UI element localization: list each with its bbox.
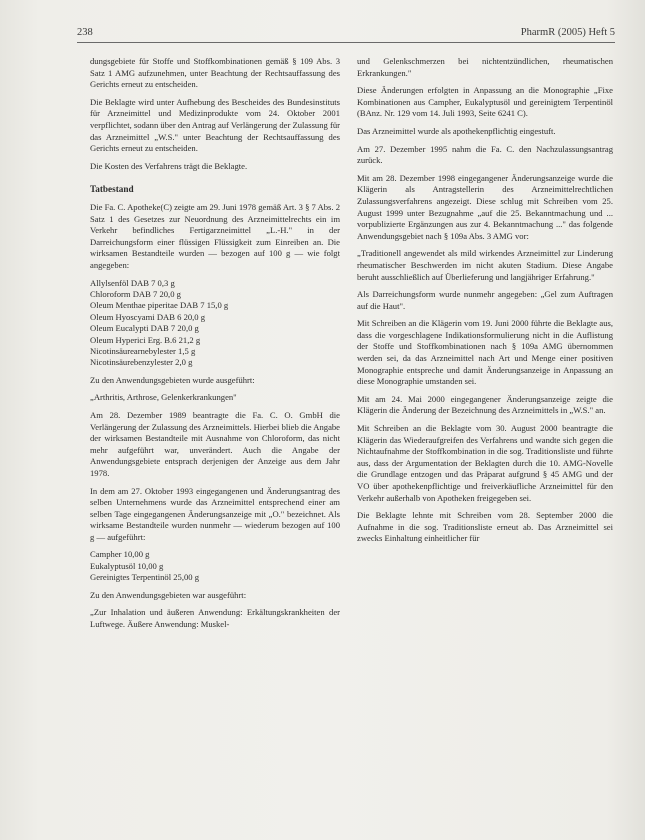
list-item: Gereinigtes Terpentinöl 25,00 g [90, 572, 200, 583]
list-item: Nicotinsäurebenzylester 2,0 g [90, 357, 193, 368]
paragraph: Am 28. Dezember 1989 beantragte die Fa. C. O. GmbH die Verlängerung der Zulassung des Arzneimittels. Hierbei blieb die Angabe der wirksamen Bestandteile mit Ausnahme von Chloroform, das nicht mehr aufgeführt war, unverändert. Auch die Angabe der Anwendungsgebiete entsprach derjenigen der Anzeige aus dem Jahr 1978. [90, 409, 340, 478]
paragraph: In dem am 27. Oktober 1993 eingegangenen und Änderungsantrag des selben Unternehmens wurde das Arzneimittel entsprechend einer am selben Tage eingegangenen Änderungsanzeige mit „O." bezeichnet. Als wirksame Bestandteile wurden nunmehr — wiederum bezogen auf 100 g — aufgeführt: [90, 485, 340, 542]
list-item: Allylsenföl DAB 7 0,3 g [90, 277, 175, 288]
paragraph: und Gelenkschmerzen bei nichtentzündlichen, rheumatischen Erkrankungen." [357, 56, 613, 78]
paragraph: Zu den Anwendungsgebieten wurde ausgeführt: [90, 374, 255, 385]
paragraph: Zu den Anwendungsgebieten war ausgeführt: [90, 589, 247, 600]
list-item: Oleum Hyoscyami DAB 6 20,0 g [90, 311, 206, 322]
list-item: Nicotinsäurearnebylester 1,5 g [90, 345, 196, 356]
list-item: Oleum Menthae piperitae DAB 7 15,0 g [90, 300, 229, 311]
paragraph: „Zur Inhalation und äußeren Anwendung: Erkältungskrankheiten der Luftwege. Äußere Anwendung: Muskel- [90, 607, 340, 629]
ingredient-list [90, 278, 340, 369]
list-item: Eukalyptusöl 10,00 g [90, 560, 164, 571]
journal-reference: PharmR (2005) Heft 5 [520, 27, 615, 38]
paragraph: Die Beklagte wird unter Aufhebung des Bescheides des Bundesinstituts für Arzneimittel und Medizinprodukte vom 24. Oktober 2001 verpflichtet, sodann über den Antrag auf Verlängerung der Zulassung für das Arzneimittel „W.S." unter Beachtung der Rechtsauffassung des Gerichts erneut zu entscheiden. [90, 96, 340, 154]
list-item: Chloroform DAB 7 20,0 g [90, 288, 181, 299]
right-column [357, 56, 613, 551]
paragraph: dungsgebiete für Stoffe und Stoffkombinationen gemäß § 109 Abs. 3 Satz 1 AMG aufzunehmen, unter Beachtung der Rechtsauffassung des Gerichts erneut zu entscheiden. [90, 56, 340, 90]
left-column [90, 56, 340, 636]
paragraph: Am 27. Dezember 1995 nahm die Fa. C. den Nachzulassungsantrag zurück. [357, 143, 613, 166]
paragraph: Mit Schreiben an die Klägerin vom 19. Juni 2000 führte die Beklagte aus, dass die vorgeschlagene Indikationsformulierung nicht in die Auflistung der Stoffe und Stoffkombinationen nach § 109a AMG übernommen werden sei, da das Arzneimittel nach Art und Menge einer positiven Monographie entspreche und damit Änderungsanzeige in Anpassung an diese Monographie umstanden sei. [357, 318, 613, 387]
paragraph: Mit am 24. Mai 2000 eingegangener Änderungsanzeige zeigte die Klägerin die Änderung der Bezeichnung des Arzneimittels in „W.S." an. [357, 393, 613, 416]
list-item: Campher 10,00 g [90, 549, 150, 560]
paragraph: Als Darreichungsform wurde nunmehr angegeben: „Gel zum Auftragen auf die Haut". [357, 289, 613, 311]
paragraph: „Arthritis, Arthrose, Gelenkerkrankungen" [90, 392, 237, 403]
list-item: Oleum Eucalypti DAB 7 20,0 g [90, 323, 199, 334]
paragraph: Die Kosten des Verfahrens trägt die Beklagte. [90, 160, 248, 171]
paragraph: Mit am 28. Dezember 1998 eingegangener Änderungsanzeige wurde die Klägerin als Antragstellerin des Arzneimittelrechtlichen Zulassungsverfahrens angezeigt. Diese schlug mit Schreiben vom 25. August 1999 unter Bezugnahme „auf die 25. Bekanntmachung und ... vorpublizierte Ergänzungen aus zur 4. Bekanntmachung ..." das folgende Anwendungsgebiet nach § 109a Abs. 3 AMG vor: [357, 172, 613, 241]
page-header [77, 18, 615, 38]
paragraph: Mit Schreiben an die Beklagte vom 30. August 2000 beantragte die Klägerin das Wiederaufgreifen des Verfahrens und wandte sich gegen die Nichtaufnahme der Stoffkombination in die sog. Traditionsliste und führte aus, dass der Argumentation der Beklagten durch die 10. AMG-Novelle die Grundlage entzogen und das Präparat aufgrund § 45 AMG und der VO über apothekenpflichtige und freiverkäufliche Arzneimittel für den Verkehr außerhalb von Apotheken freigegeben sei. [357, 423, 613, 503]
paragraph: Die Beklagte lehnte mit Schreiben vom 28. September 2000 die Aufnahme in die sog. Traditionsliste erneut ab. Das Arzneimittel sei zwecks Einhaltung einheitlicher für [357, 510, 613, 544]
page-number: 238 [77, 27, 93, 38]
ingredient-list [90, 549, 340, 583]
paragraph: Die Fa. C. Apotheke(C) zeigte am 29. Juni 1978 gemäß Art. 3 § 7 Abs. 2 Satz 1 des Gesetzes zur Neuordnung des Arzneimittelrechts ein im Verkehr befindliches Fertigarzneimittel „L.-H." in der Darreichungsform einer flüssigen Flüssigkeit zum Einreiben an. Die wirksamen Bestandteile wurden — bezogen auf 100 g — wie folgt angegeben: [90, 201, 340, 270]
paragraph: „Traditionell angewendet als mild wirkendes Arzneimittel zur Linderung rheumatischer Beschwerden im nicht akuten Stadium. Diese Angabe beruht ausschließlich auf Überlieferung und langjähriger Erfahrung." [357, 248, 613, 282]
header-rule [77, 42, 615, 43]
list-item: Oleum Hyperici Erg. B.6 21,2 g [90, 334, 201, 345]
paragraph: Diese Änderungen erfolgten in Anpassung an die Monographie „Fixe Kombinationen aus Campher, Eukalyptusöl und gereinigtem Terpentinöl (BAnz. Nr. 129 vom 14. Juli 1993, Seite 6241 C). [357, 85, 613, 119]
paragraph: Das Arzneimittel wurde als apothekenpflichtig eingestuft. [357, 125, 556, 136]
section-heading: Tatbestand [90, 184, 134, 195]
